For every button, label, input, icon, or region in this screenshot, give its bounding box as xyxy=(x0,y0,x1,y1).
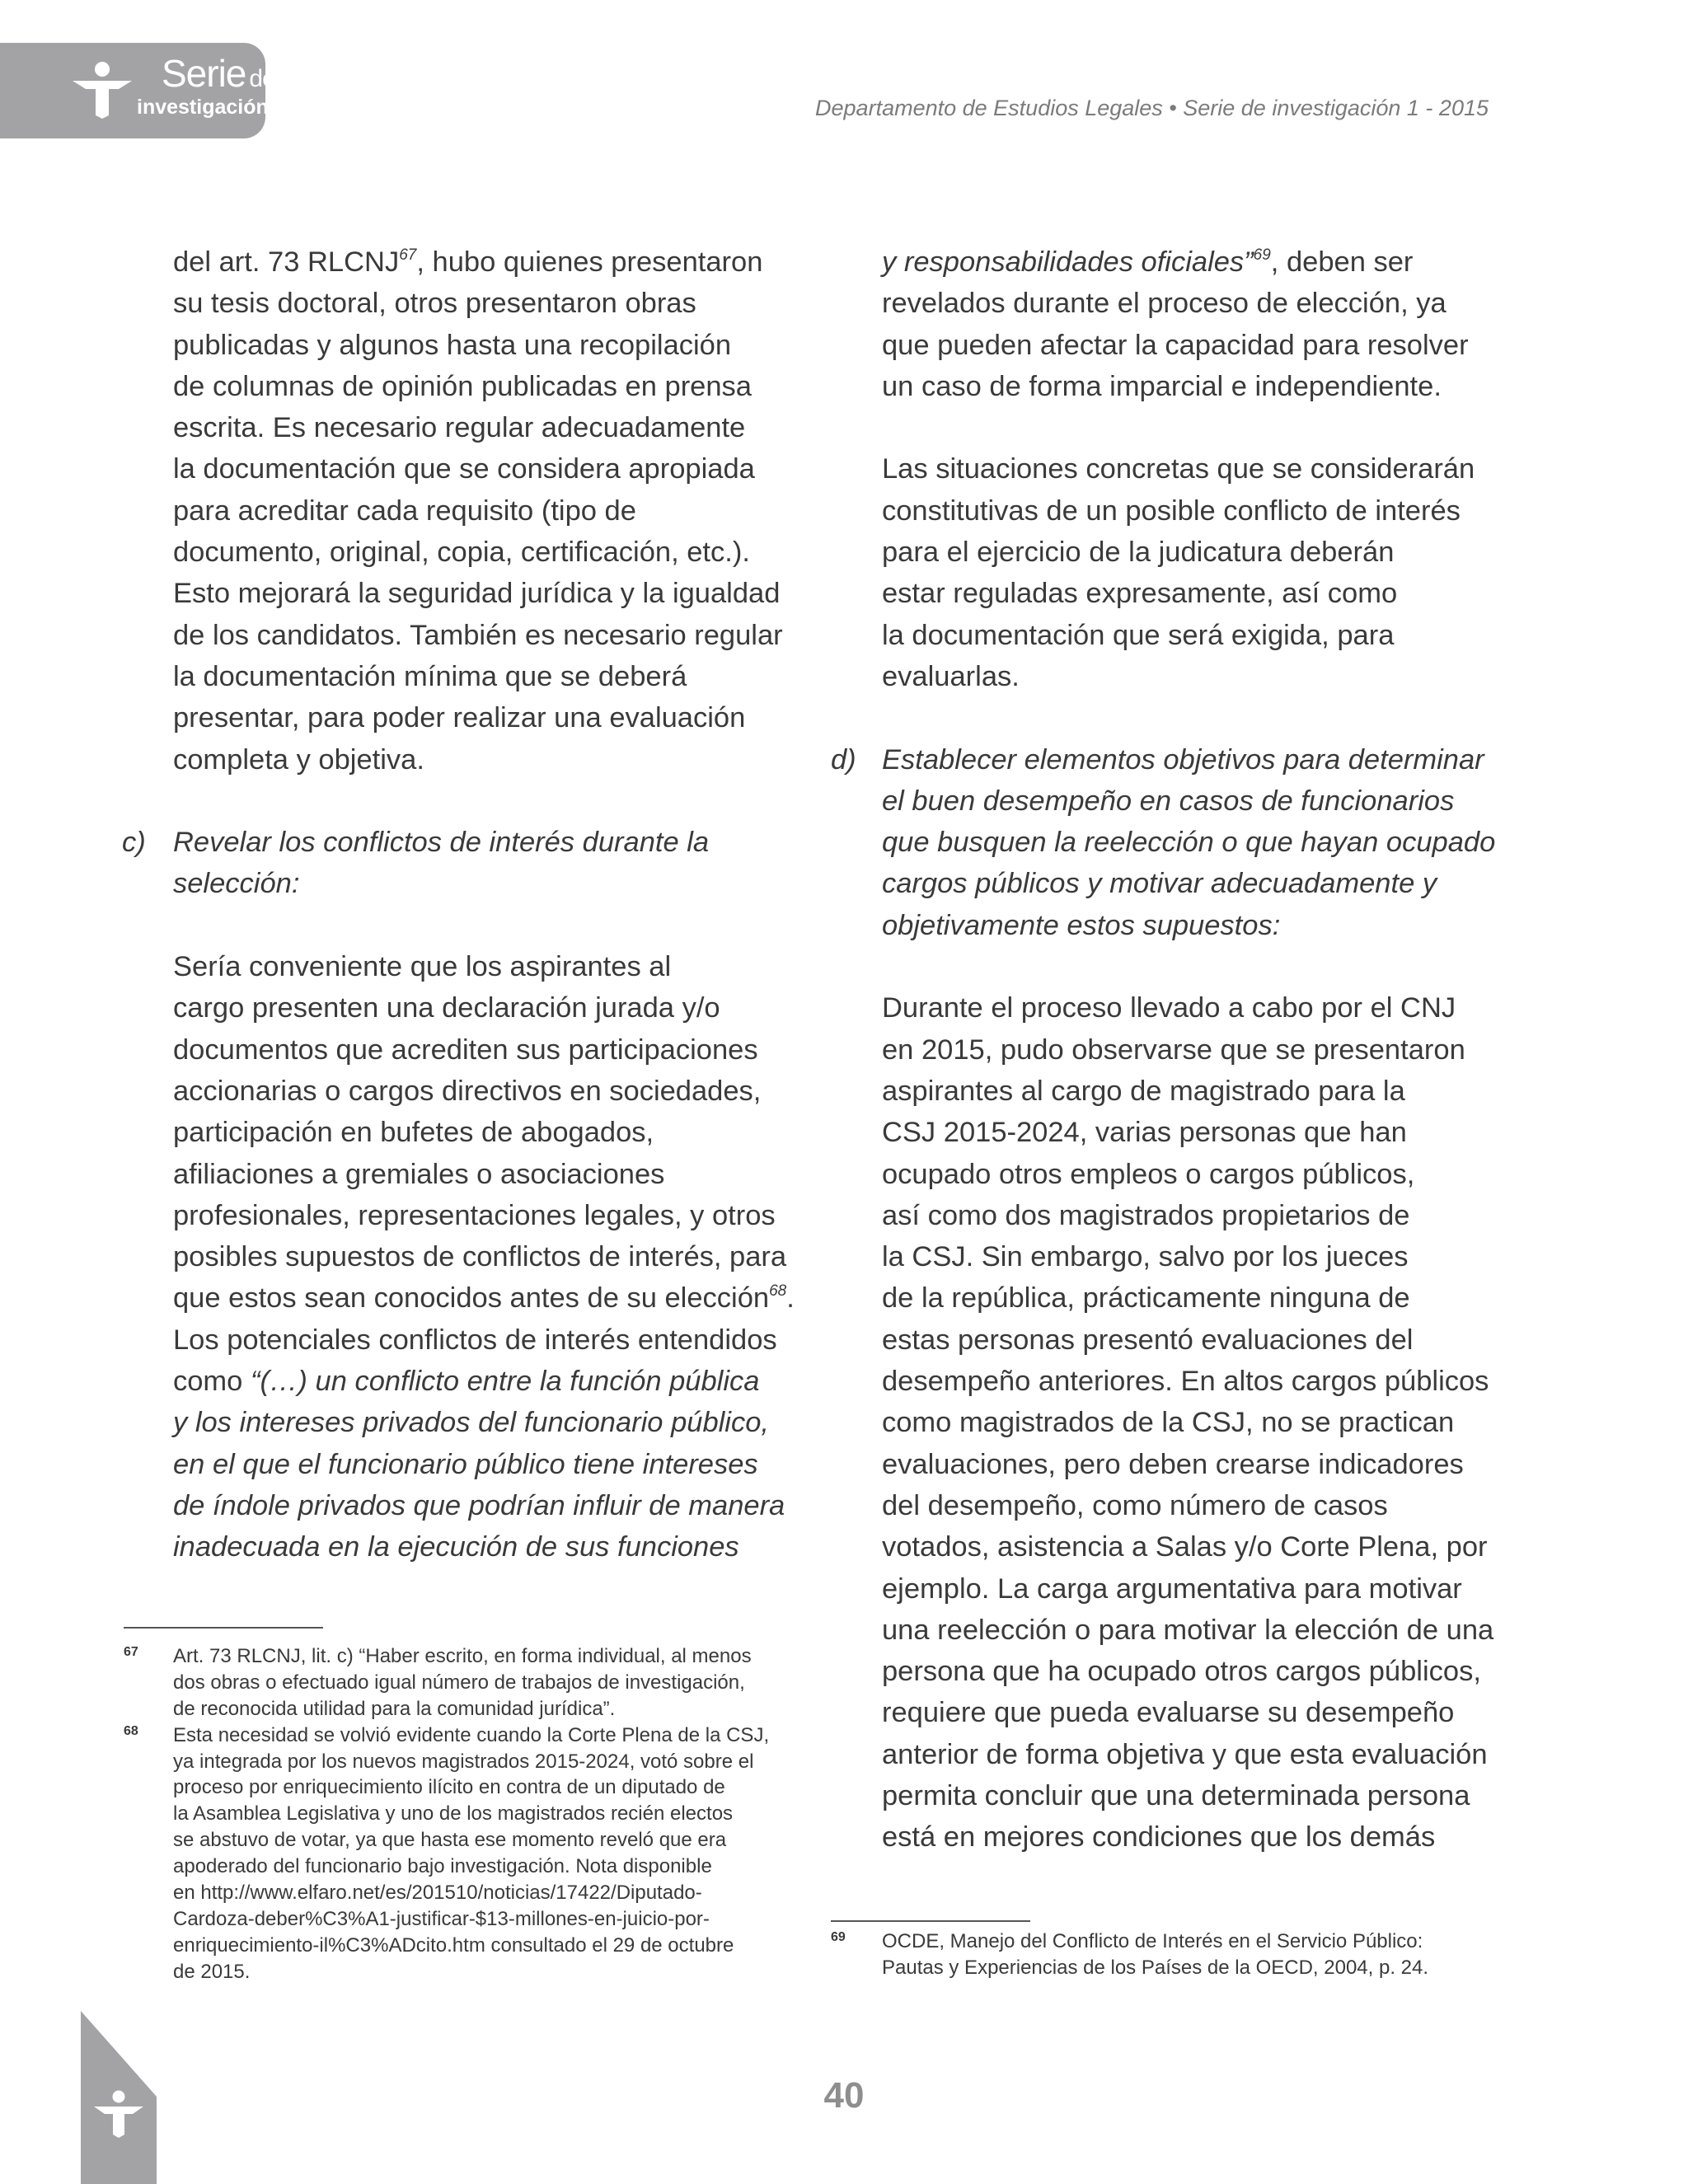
text-line: requiere que pueda evaluarse su desempeño xyxy=(882,1697,1455,1729)
series-title xyxy=(162,52,275,95)
text-line: constitutivas de un posible conflicto de interés xyxy=(882,494,1461,527)
text-line: selección: xyxy=(173,868,300,900)
series-de: de xyxy=(249,65,275,92)
text-line: posibles supuestos de conflictos de interés, para xyxy=(173,1241,787,1273)
text-line: como magistrados de la CSJ, no se practican xyxy=(882,1407,1455,1439)
heading-c xyxy=(173,822,799,905)
text-run: . xyxy=(786,1282,795,1315)
footnote-line: de reconocida utilidad para la comunidad jurídica”. xyxy=(173,1697,616,1720)
text-run: “(…) un conflicto entre la función pública xyxy=(250,1366,760,1398)
text-line: el buen desempeño en casos de funcionarios xyxy=(882,785,1455,817)
text-line: anterior de forma objetiva y que esta evaluación xyxy=(882,1738,1488,1770)
text-line: de índole privados que podrían influir de manera xyxy=(173,1489,785,1521)
text-line: Establecer elementos objetivos para determinar xyxy=(882,743,1484,776)
text-line: escrita. Es necesario regular adecuadamente xyxy=(173,412,746,444)
page-number: 40 xyxy=(823,2075,865,2116)
text-line: afiliaciones a gremiales o asociaciones xyxy=(173,1158,665,1190)
text-line: en el que el funcionario público tiene intereses xyxy=(173,1448,758,1480)
footnote-line: en http://www.elfaro.net/es/201510/noticias/17422/Diputado- xyxy=(173,1882,702,1905)
footnote-text xyxy=(173,1643,752,1722)
text-line: estar reguladas expresamente, así como xyxy=(882,578,1398,610)
text-line: Sería conveniente que los aspirantes al xyxy=(173,951,672,983)
text-line: publicadas y algunos hasta una recopilación xyxy=(173,329,732,361)
text-line: ejemplo. La carga argumentativa para motivar xyxy=(882,1572,1462,1605)
text-line: de los candidatos. También es necesario regular xyxy=(173,619,783,651)
text-run: , hubo quienes presentaron xyxy=(416,246,763,278)
text-line: así como dos magistrados propietarios de xyxy=(882,1199,1410,1231)
footnote-rule-right xyxy=(831,1920,1030,1922)
text-line: revelados durante el proceso de elección, ya xyxy=(882,288,1447,320)
text-line: cargos públicos y motivar adecuadamente y xyxy=(882,868,1437,900)
footnote-ref: 69 xyxy=(1253,246,1271,264)
footnote-line: apoderado del funcionario bajo investigación. Nota disponible xyxy=(173,1855,712,1878)
footnote-line: OCDE, Manejo del Conflicto de Interés en el Servicio Público: xyxy=(882,1930,1423,1952)
footnote-line: de 2015. xyxy=(173,1960,251,1983)
footnote-ref: 68 xyxy=(769,1282,787,1301)
text-line: aspirantes al cargo de magistrado para la xyxy=(882,1075,1405,1107)
text-run: y responsabilidades oficiales” xyxy=(882,246,1254,278)
series-word: Serie xyxy=(162,52,246,95)
list-marker-c: c) xyxy=(122,827,146,858)
footnote-line: ya integrada por los nuevos magistrados 2015-2024, votó sobre el xyxy=(173,1750,754,1773)
footnote-line: Art. 73 RLCNJ, lit. c) “Haber escrito, en forma individual, al menos xyxy=(173,1645,752,1667)
text-line: profesionales, representaciones legales, y otros xyxy=(173,1199,776,1231)
text-line: desempeño anteriores. En altos cargos públicos xyxy=(882,1366,1489,1398)
text-run: que estos sean conocidos antes de su elección xyxy=(173,1282,770,1315)
text-line: presentar, para poder realizar una evaluación xyxy=(173,702,746,734)
right-paragraph-1 xyxy=(882,241,1508,407)
text-line: una reelección o para motivar la elección de una xyxy=(882,1614,1494,1646)
text-line: Durante el proceso llevado a cabo por el CNJ xyxy=(882,992,1456,1024)
person-logo-icon xyxy=(71,61,134,119)
footnote-text xyxy=(882,1929,1428,1981)
text-line: la documentación que se considera apropiada xyxy=(173,453,755,485)
right-paragraph-3 xyxy=(882,987,1508,1858)
left-column xyxy=(173,241,799,1568)
text-line: está en mejores condiciones que los demás xyxy=(882,1821,1436,1854)
text-line: su tesis doctoral, otros presentaron obras xyxy=(173,288,696,320)
footnote-line: Pautas y Experiencias de los Países de la OECD, 2004, p. 24. xyxy=(882,1956,1429,1979)
text-line: que busquen la reelección o que hayan ocupado xyxy=(882,827,1496,859)
text-run: , deben ser xyxy=(1270,246,1414,278)
footnote-number: 68 xyxy=(124,1723,138,1738)
text-line: la CSJ. Sin embargo, salvo por los jueces xyxy=(882,1241,1409,1273)
footnote-rule-left xyxy=(124,1627,323,1629)
text-line: accionarias o cargos directivos en sociedades, xyxy=(173,1075,762,1107)
right-paragraph-2 xyxy=(882,448,1508,697)
text-line: cargo presenten una declaración jurada y/o xyxy=(173,992,720,1024)
left-paragraph-2 xyxy=(173,946,799,1568)
text-line: para acreditar cada requisito (tipo de xyxy=(173,494,636,527)
footnote-line: la Asamblea Legislativa y uno de los magistrados recién electos xyxy=(173,1802,734,1825)
text-line: CSJ 2015-2024, varias personas que han xyxy=(882,1117,1407,1149)
right-column xyxy=(882,241,1508,1858)
text-line: Las situaciones concretas que se considerarán xyxy=(882,453,1475,485)
series-subtitle: investigación xyxy=(137,96,269,119)
text-line: permita concluir que una determinada persona xyxy=(882,1779,1470,1811)
footnote-number: 69 xyxy=(831,1930,846,1944)
text-line: estas personas presentó evaluaciones del xyxy=(882,1324,1414,1356)
footnote-line: dos obras o efectuado igual número de trabajos de investigación, xyxy=(173,1671,745,1694)
text-line: y los intereses privados del funcionario público, xyxy=(173,1407,769,1439)
text-line: completa y objetiva. xyxy=(173,743,424,776)
heading-d xyxy=(882,739,1508,946)
text-line: un caso de forma imparcial e independiente. xyxy=(882,370,1442,402)
footnote-line: se abstuvo de votar, ya que hasta ese momento reveló que era xyxy=(173,1829,727,1852)
text-line: participación en bufetes de abogados, xyxy=(173,1117,654,1149)
text-line: de columnas de opinión publicadas en prensa xyxy=(173,370,752,402)
text-line: ocupado otros empleos o cargos públicos, xyxy=(882,1158,1415,1190)
footnote-line: proceso por enriquecimiento ilícito en contra de un diputado de xyxy=(173,1776,725,1799)
text-line: inadecuada en la ejecución de sus funciones xyxy=(173,1531,739,1563)
text-line: documentos que acrediten sus participaciones xyxy=(173,1033,758,1066)
text-line xyxy=(882,241,1508,283)
running-header: Departamento de Estudios Legales • Serie de investigación 1 - 2015 xyxy=(815,96,1489,120)
text-line xyxy=(173,1361,799,1402)
footnote-line: Cardoza-deber%C3%A1-justificar-$13-millones-en-juicio-por- xyxy=(173,1907,710,1930)
text-run: del art. 73 RLCNJ xyxy=(173,246,400,278)
text-line: que pueden afectar la capacidad para resolver xyxy=(882,329,1469,361)
text-line: persona que ha ocupado otros cargos públicos, xyxy=(882,1656,1481,1688)
text-line: la documentación mínima que se deberá xyxy=(173,660,687,692)
text-line: Los potenciales conflictos de interés entendidos xyxy=(173,1324,777,1356)
footnote-ref: 67 xyxy=(399,246,417,264)
footnote-line: enriquecimiento-il%C3%ADcito.htm consultado el 29 de octubre xyxy=(173,1933,734,1957)
text-line: del desempeño, como número de casos xyxy=(882,1489,1388,1521)
footnote-number: 67 xyxy=(124,1645,138,1659)
text-line: objetivamente estos supuestos: xyxy=(882,909,1281,941)
left-paragraph-1 xyxy=(173,241,799,780)
text-line xyxy=(173,241,799,283)
list-marker-d: d) xyxy=(831,744,856,776)
text-line: votados, asistencia a Salas y/o Corte Plena, por xyxy=(882,1531,1488,1563)
text-line: de la república, prácticamente ninguna de xyxy=(882,1282,1410,1315)
text-line xyxy=(173,1277,799,1319)
text-line: para el ejercicio de la judicatura deberán xyxy=(882,537,1395,569)
text-line: en 2015, pudo observarse que se presentaron xyxy=(882,1033,1465,1066)
text-line: evaluarlas. xyxy=(882,660,1020,692)
text-line: documento, original, copia, certificación, etc.). xyxy=(173,537,750,569)
text-line: evaluaciones, pero deben crearse indicadores xyxy=(882,1448,1464,1480)
footnote-line: Esta necesidad se volvió evidente cuando la Corte Plena de la CSJ, xyxy=(173,1723,770,1746)
text-line: la documentación que será exigida, para xyxy=(882,619,1395,651)
text-line: Revelar los conflictos de interés durante la xyxy=(173,827,710,859)
footnote-text xyxy=(173,1722,769,1985)
text-run: como xyxy=(173,1366,251,1398)
text-line: Esto mejorará la seguridad jurídica y la igualdad xyxy=(173,578,781,610)
